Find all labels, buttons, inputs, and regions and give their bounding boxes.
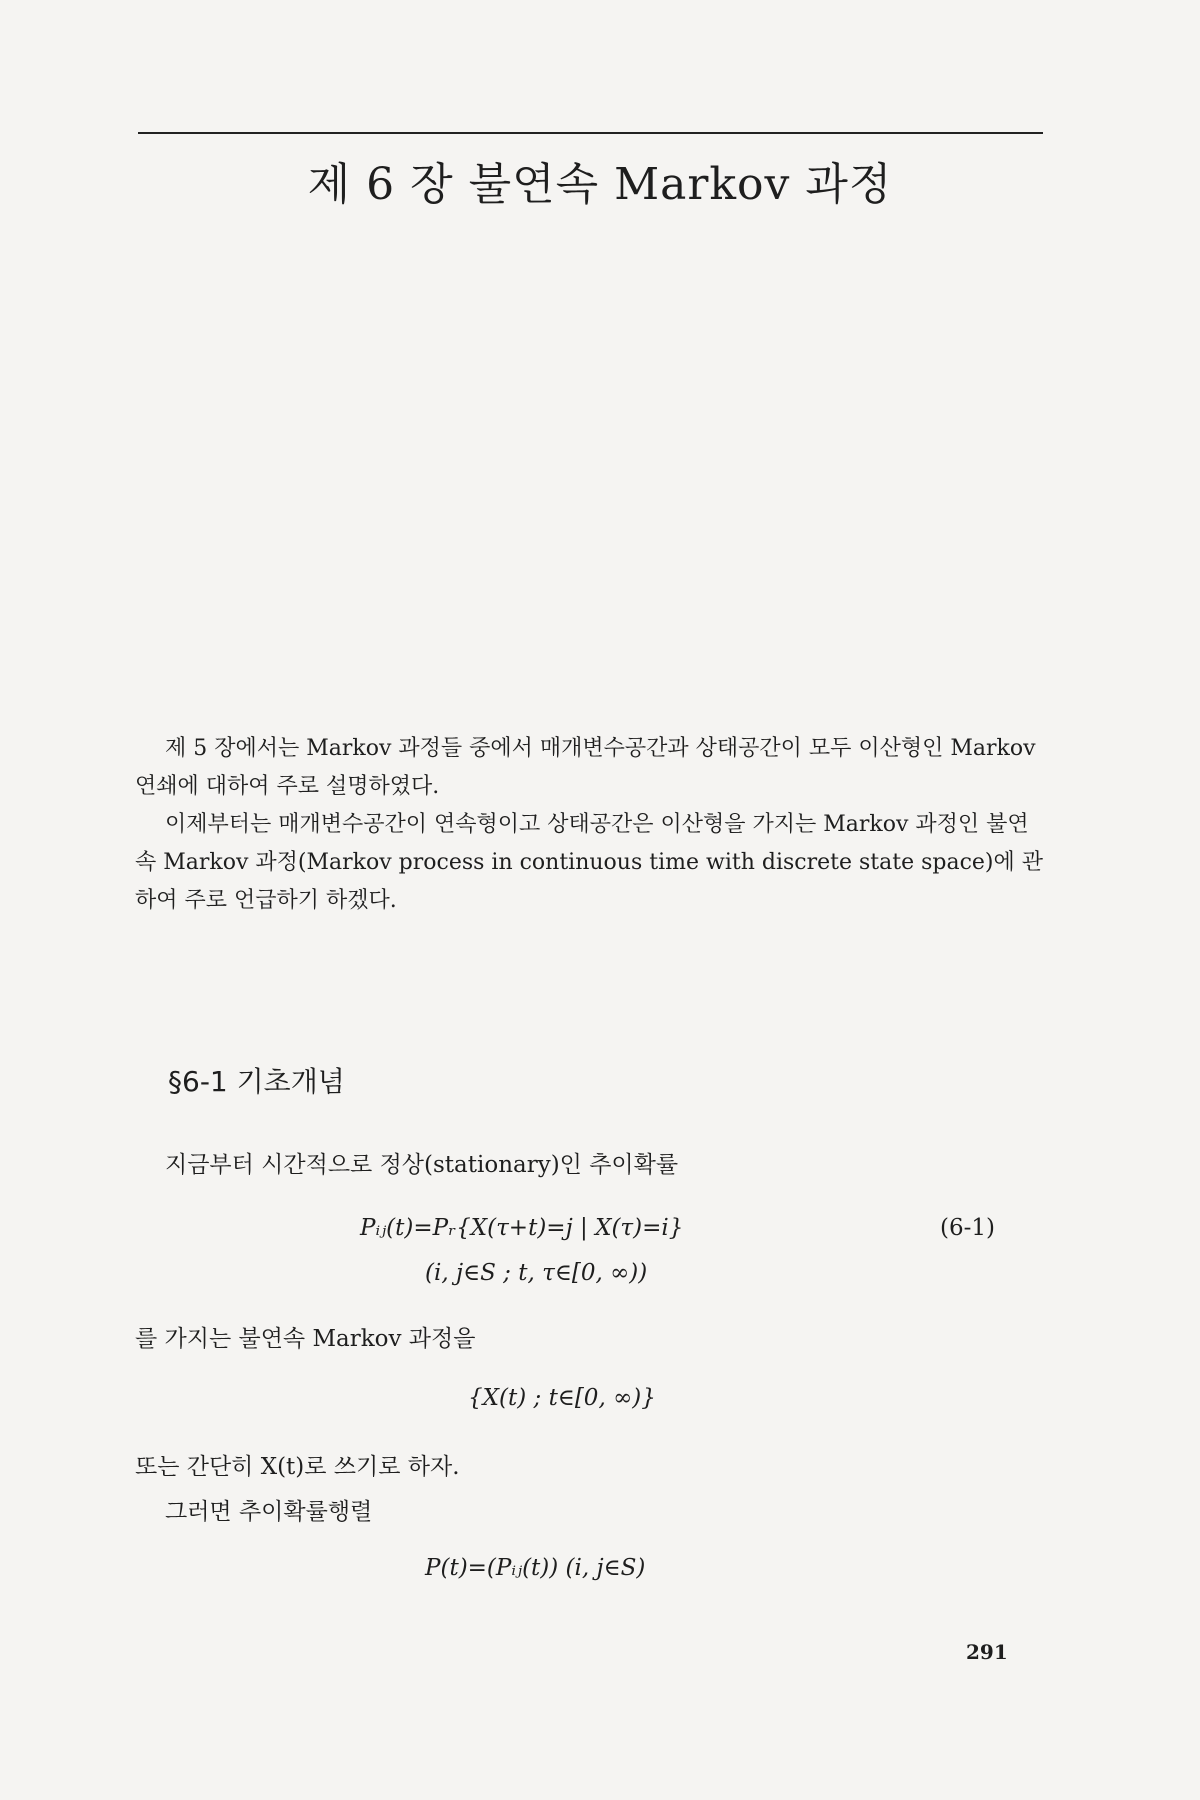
equation-number: (6-1) (940, 1215, 995, 1241)
intro-paragraph-1: 제 5 장에서는 Markov 과정들 중에서 매개변수공간과 상태공간이 모두 이산형인 Markov 연쇄에 대하여 주로 설명하였다. (135, 736, 1036, 799)
equation-6-1-condition: (i, j∈S ; t, τ∈[0, ∞)) (425, 1260, 648, 1286)
header-rule (138, 132, 1043, 134)
section-heading: §6-1 기초개념 (168, 1065, 345, 1098)
intro-paragraph-2: 이제부터는 매개변수공간이 연속형이고 상태공간은 이산형을 가지는 Markov 과정인 불연속 Markov 과정(Markov process in continuous time with discrete state space)에 관하여 주로 언급하기 하겠다. (135, 812, 1044, 913)
equation-process: {X(t) ; t∈[0, ∞)} (468, 1385, 656, 1411)
chapter-title: 제 6 장 불연속 Markov 과정 (307, 159, 893, 210)
body-line-4: 그러면 추이확률행렬 (165, 1499, 373, 1525)
body-line-1: 지금부터 시간적으로 정상(stationary)인 추이확률 (165, 1152, 679, 1178)
page-number: 291 (966, 1640, 1008, 1664)
body-line-2: 를 가지는 불연속 Markov 과정을 (135, 1326, 476, 1352)
equation-transition-matrix: P(t)=(Pᵢⱼ(t)) (i, j∈S) (425, 1555, 646, 1581)
body-line-3: 또는 간단히 X(t)로 쓰기로 하자. (135, 1454, 460, 1480)
equation-6-1: Pᵢⱼ(t)=Pᵣ{X(τ+t)=j | X(τ)=i} (360, 1215, 684, 1241)
